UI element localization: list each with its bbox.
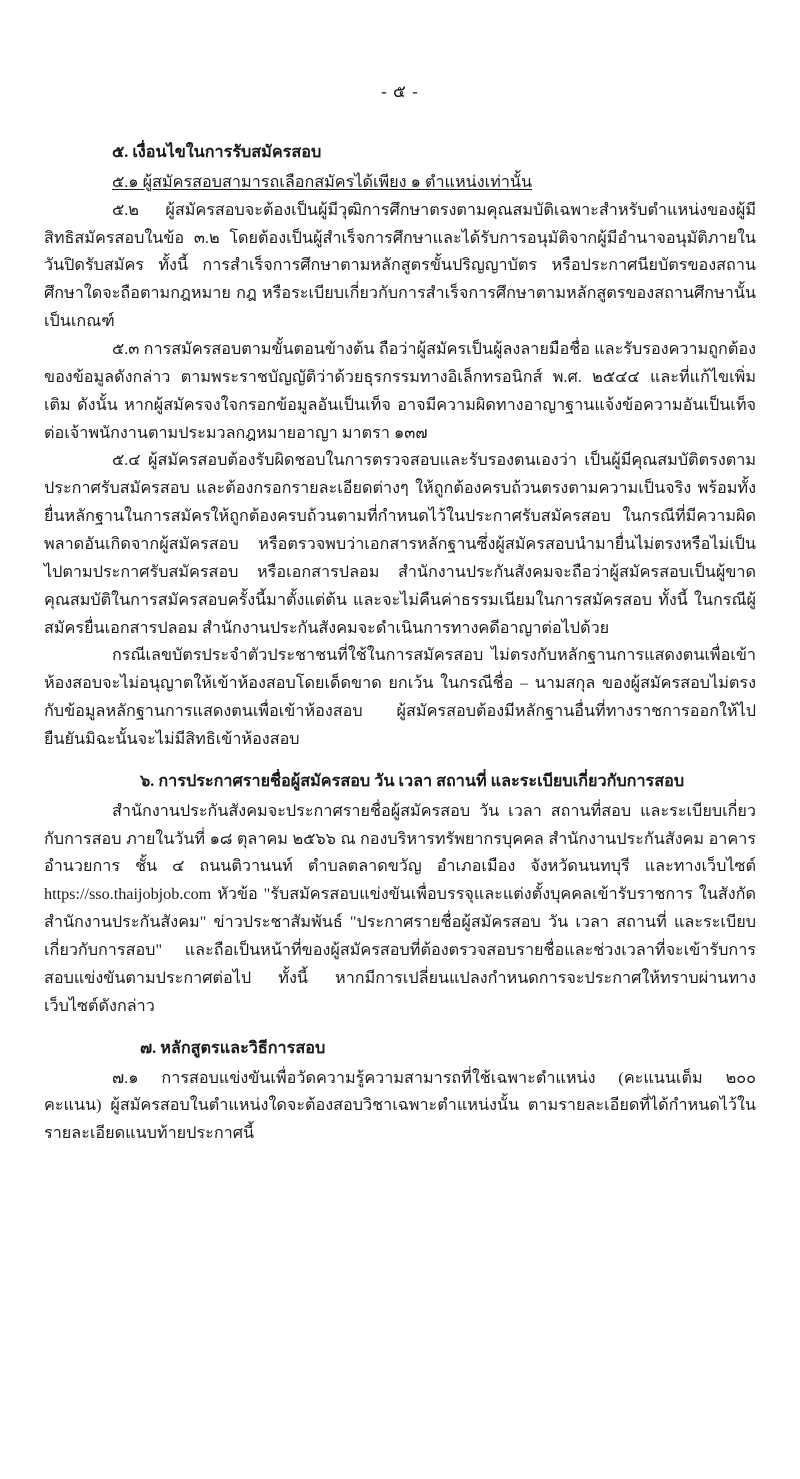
section-5-heading: ๕. เงื่อนไขในการรับสมัครสอบ <box>112 143 322 161</box>
item-5-3: ๕.๓ การสมัครสอบตามขั้นตอนข้างต้น ถือว่าผู้สมัครเป็นผู้ลงลายมือชื่อ และรับรองความถูกต้องของข้อมูลดังกล่าว ตามพระราชบัญญัติว่าด้วยธุรกรรมทางอิเล็กทรอนิกส์ พ.ศ. ๒๕๔๔ และที่แก้ไขเพิ่มเติม ดังนั้น หากผู้สมัครจงใจกรอกข้อมูลอันเป็นเท็จ อาจมีความผิดทางอาญาฐานแจ้งข้อความอันเป็นเท็จ ต่อเจ้าพนักงานตามประมวลกฎหมายอาญา มาตรา ๑๓๗ <box>44 340 756 442</box>
section-7-heading: ๗. หลักสูตรและวิธีการสอบ <box>140 1038 326 1057</box>
item-5-1 <box>44 169 756 197</box>
page-number: - ๕ - <box>381 82 419 101</box>
item-6-1: สำนักงานประกันสังคมจะประกาศรายชื่อผู้สมัครสอบ วัน เวลา สถานที่สอบ และระเบียบเกี่ยวกับการสอบ ภายในวันที่ ๑๘ ตุลาคม ๒๕๖๖ ณ กองบริหารทรัพยากรบุคคล สำนักงานประกันสังคม อาคารอำนวยการ ชั้น ๔ ถนนติวานนท์ ตำบลตลาดขวัญ อำเภอเมือง จังหวัดนนทบุรี และทางเว็บไซต์ https://sso.thaijobjob.com หัวข้อ "รับสมัครสอบแข่งขันเพื่อบรรจุและแต่งตั้งบุคคลเข้ารับราชการ ในสังกัดสำนักงานประกันสังคม" ข่าวประชาสัมพันธ์ "ประกาศรายชื่อผู้สมัครสอบ วัน เวลา สถานที่ และระเบียบเกี่ยวกับการสอบ" และถือเป็นหน้าที่ของผู้สมัครสอบที่ต้องตรวจสอบรายชื่อและช่วงเวลาที่จะเข้ารับการสอบแข่งขันตามประกาศต่อไป ทั้งนี้ หากมีการเปลี่ยนแปลงกำหนดการจะประกาศให้ทราบผ่านทางเว็บไซต์ดังกล่าว <box>44 801 756 1015</box>
section-6 <box>44 768 756 1021</box>
section-7 <box>44 1035 756 1148</box>
item-7-1: ๗.๑ การสอบแข่งขันเพื่อวัดความรู้ความสามารถที่ใช้เฉพาะตำแหน่ง (คะแนนเต็ม ๒๐๐ คะแนน) ผู้สมัครสอบในตำแหน่งใดจะต้องสอบวิชาเฉพาะตำแหน่งนั้น ตามรายละเอียดที่ได้กำหนดไว้ในรายละเอียดแนบท้ายประกาศนี้ <box>44 1068 756 1143</box>
item-5-1-text: ๕.๑ ผู้สมัครสอบสามารถเลือกสมัครได้เพียง ๑ ตำแหน่งเท่านั้น <box>112 172 533 191</box>
section-5 <box>44 139 756 754</box>
document-body <box>44 139 756 1148</box>
item-5-4: ๕.๔ ผู้สมัครสอบต้องรับผิดชอบในการตรวจสอบและรับรองตนเองว่า เป็นผู้มีคุณสมบัติตรงตามประกาศรับสมัครสอบ และต้องกรอกรายละเอียดต่างๆ ให้ถูกต้องครบถ้วนตรงตามความเป็นจริง พร้อมทั้งยื่นหลักฐานในการสมัครให้ถูกต้องครบถ้วนตามที่กำหนดไว้ในประกาศรับสมัครสอบ ในกรณีที่มีความผิดพลาดอันเกิดจากผู้สมัครสอบ หรือตรวจพบว่าเอกสารหลักฐานซึ่งผู้สมัครสอบนำมายื่นไม่ตรงหรือไม่เป็นไปตามประกาศรับสมัครสอบ หรือเอกสารปลอม สำนักงานประกันสังคมจะถือว่าผู้สมัครสอบเป็นผู้ขาดคุณสมบัติในการสมัครสอบครั้งนี้มาตั้งแต่ต้น และจะไม่คืนค่าธรรมเนียมในการสมัครสอบ ทั้งนี้ ในกรณีผู้สมัครยื่นเอกสารปลอม สำนักงานประกันสังคมจะดำเนินการทางคดีอาญาต่อไปด้วย <box>44 451 756 637</box>
item-5-2: ๕.๒ ผู้สมัครสอบจะต้องเป็นผู้มีวุฒิการศึกษาตรงตามคุณสมบัติเฉพาะสำหรับตำแหน่งของผู้มีสิทธิสมัครสอบในข้อ ๓.๒ โดยต้องเป็นผู้สำเร็จการศึกษาและได้รับการอนุมัติจากผู้มีอำนาจอนุมัติภายในวันปิดรับสมัคร ทั้งนี้ การสำเร็จการศึกษาตามหลักสูตรขั้นปริญญาบัตร หรือประกาศนียบัตรของสถานศึกษาใดจะถือตามกฎหมาย กฎ หรือระเบียบเกี่ยวกับการสำเร็จการศึกษาตามหลักสูตรของสถานศึกษานั้นเป็นเกณฑ์ <box>44 200 756 331</box>
item-5-5: กรณีเลขบัตรประจำตัวประชาชนที่ใช้ในการสมัครสอบ ไม่ตรงกับหลักฐานการแสดงตนเพื่อเข้าห้องสอบจะไม่อนุญาตให้เข้าห้องสอบโดยเด็ดขาด ยกเว้น ในกรณีชื่อ – นามสกุล ของผู้สมัครสอบไม่ตรงกับข้อมูลหลักฐานการแสดงตนเพื่อเข้าห้องสอบ ผู้สมัครสอบต้องมีหลักฐานอื่นที่ทางราชการออกให้ไปยืนยันมิฉะนั้นจะไม่มีสิทธิเข้าห้องสอบ <box>44 646 756 749</box>
section-6-heading: ๖. การประกาศรายชื่อผู้สมัครสอบ วัน เวลา สถานที่ และระเบียบเกี่ยวกับการสอบ <box>140 771 685 790</box>
